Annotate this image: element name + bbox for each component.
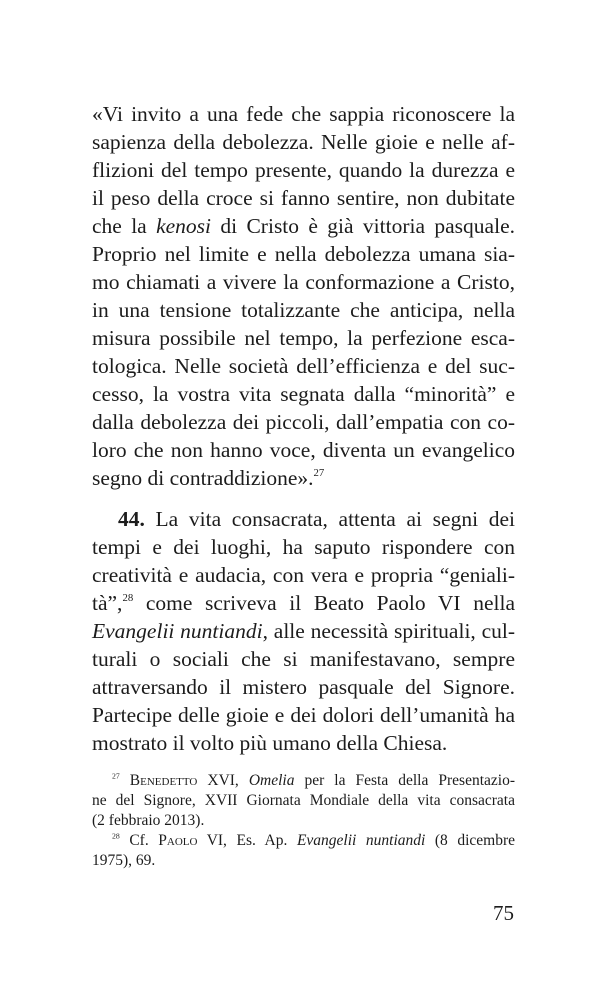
text-fragment: che la bbox=[92, 214, 157, 238]
text-line: in una tensione totalizzante che anticipa, nella bbox=[92, 298, 515, 322]
text-line: Proprio nel limite e nella debolezza umana sia- bbox=[92, 242, 515, 266]
text-fragment: XVI, bbox=[197, 772, 249, 789]
footnote-27 bbox=[112, 771, 515, 791]
italic-title: Omelia bbox=[248, 772, 295, 789]
text-line bbox=[92, 617, 515, 645]
text-fragment: La vita consacrata, attenta ai segni dei bbox=[144, 507, 515, 531]
text-fragment: tà”, bbox=[92, 591, 123, 615]
text-line: sapienza della debolezza. Nelle gioie e nelle af- bbox=[92, 130, 515, 154]
footnote-ref-28[interactable]: 28 bbox=[122, 591, 134, 604]
footnote-line: 1975), 69. bbox=[92, 852, 156, 869]
text-line: mostrato il volto più umano della Chiesa. bbox=[92, 731, 448, 755]
page-number: 75 bbox=[493, 901, 514, 925]
text-line: cesso, la vostra vita segnata dalla “minorità” e bbox=[92, 382, 515, 406]
text-fragment: per la Festa della Presentazio- bbox=[294, 772, 515, 789]
text-line: «Vi invito a una fede che sappia riconoscere la bbox=[92, 102, 515, 126]
text-line bbox=[92, 464, 515, 492]
text-line: dalla debolezza dei piccoli, dall’empatia con co- bbox=[92, 410, 515, 434]
text-fragment: Cf. bbox=[129, 832, 159, 849]
text-fragment: segno di contraddizione». bbox=[92, 466, 314, 490]
footnote-line: ne del Signore, XVII Giornata Mondiale della vita consacrata bbox=[92, 792, 515, 809]
footnote-marker: 27 bbox=[112, 771, 120, 781]
text-line: attraversando il mistero pasquale del Signore. bbox=[92, 675, 515, 699]
text-line: tologica. Nelle società dell’efficienza e del suc- bbox=[92, 354, 515, 378]
text-line bbox=[92, 212, 515, 240]
text-line: mo chiamati a vivere la conformazione a Cristo, bbox=[92, 270, 515, 294]
text-line: loro che non hanno voce, diventa un evangelico bbox=[92, 438, 515, 462]
text-fragment: (8 dicembre bbox=[425, 832, 515, 849]
text-line: creatività e audacia, con vera e propria “geniali- bbox=[92, 563, 515, 587]
author-name: Paolo bbox=[158, 832, 198, 849]
text-line bbox=[118, 505, 515, 533]
text-line: il peso della croce si fanno sentire, non dubitate bbox=[92, 186, 515, 210]
paragraph-number: 44. bbox=[118, 507, 145, 531]
text-line: turali o sociali che si manifestavano, sempre bbox=[92, 647, 515, 671]
text-line: Partecipe delle gioie e dei dolori dell’umanità ha bbox=[92, 703, 515, 727]
author-name: Benedetto bbox=[129, 772, 198, 789]
text-line: tempi e dei luoghi, ha saputo rispondere con bbox=[92, 535, 515, 559]
text-line bbox=[92, 589, 515, 617]
text-fragment: come scriveva il Beato Paolo VI nella bbox=[133, 591, 515, 615]
footnote-28 bbox=[112, 831, 515, 851]
italic-term: kenosi bbox=[156, 214, 212, 238]
footnote-line: (2 febbraio 2013). bbox=[92, 812, 205, 829]
footnote-ref-27[interactable]: 27 bbox=[313, 466, 325, 479]
text-fragment: VI, Es. Ap. bbox=[197, 832, 297, 849]
text-line: misura possibile nel tempo, la perfezione esca- bbox=[92, 326, 515, 350]
text-line: flizioni del tempo presente, quando la durezza e bbox=[92, 158, 515, 182]
text-fragment: , alle necessità spirituali, cul- bbox=[262, 619, 516, 643]
italic-title: Evangelii nuntiandi bbox=[296, 832, 426, 849]
footnote-marker: 28 bbox=[112, 831, 120, 841]
text-fragment: di Cristo è già vittoria pasquale. bbox=[211, 214, 515, 238]
italic-title: Evangelii nuntiandi bbox=[92, 619, 263, 643]
